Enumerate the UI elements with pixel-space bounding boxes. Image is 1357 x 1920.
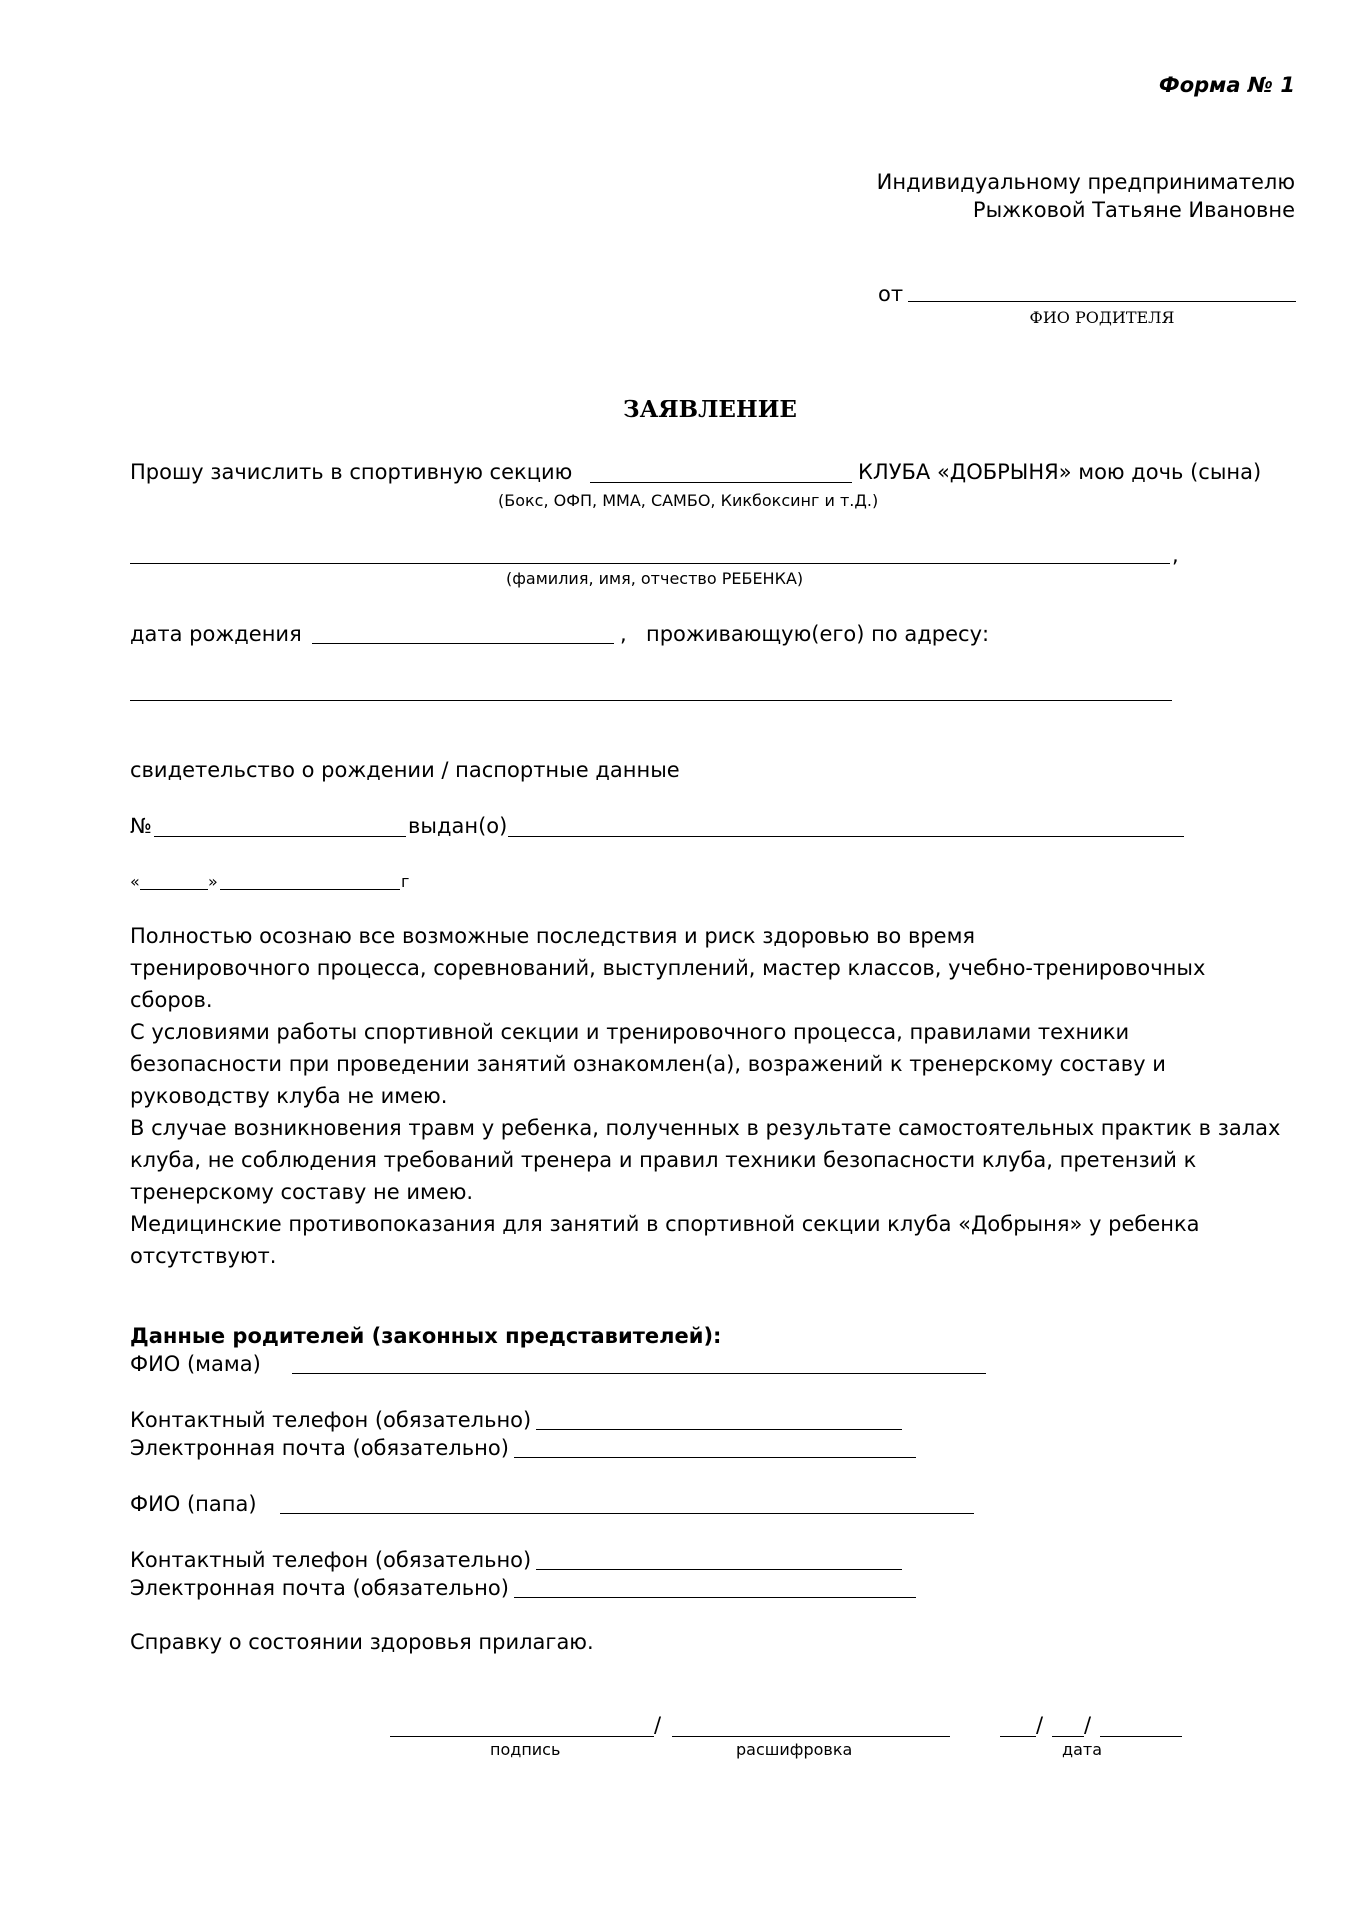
- addressee-line-1: Индивидуальному предпринимателю: [876, 170, 1295, 194]
- section-field[interactable]: [590, 482, 852, 483]
- section-hint: (Бокс, ОФП, ММА, САМБО, Кикбоксинг и т.Д.): [498, 491, 879, 510]
- consent-line: отсутствуют.: [130, 1244, 277, 1268]
- birth-date-field[interactable]: [312, 643, 614, 644]
- form-number: Форма № 1: [1158, 73, 1295, 97]
- father-email-label: Электронная почта (обязательно): [130, 1576, 509, 1600]
- document-label: свидетельство о рождении / паспортные данные: [130, 758, 680, 782]
- mother-phone-label: Контактный телефон (обязательно): [130, 1408, 532, 1432]
- issue-date-open-quote: «: [130, 872, 140, 891]
- mother-name-label: ФИО (мама): [130, 1352, 261, 1376]
- consent-line: тренировочного процесса, соревнований, выступлений, мастер классов, учебно-тренировочных: [130, 956, 1206, 980]
- child-name-caption: (фамилия, имя, отчество РЕБЕНКА): [506, 569, 804, 588]
- addressee-line-2: Рыжковой Татьяне Ивановне: [972, 198, 1295, 222]
- issue-day-field[interactable]: [140, 889, 208, 890]
- mother-email-field[interactable]: [514, 1457, 916, 1458]
- signature-decoding-field[interactable]: [672, 1736, 950, 1737]
- birth-date-label: дата рождения: [130, 622, 302, 646]
- consent-line: С условиями работы спортивной секции и тренировочного процесса, правилами техники: [130, 1020, 1130, 1044]
- date-caption: дата: [1062, 1740, 1102, 1759]
- parents-heading: Данные родителей (законных представителей):: [130, 1324, 722, 1348]
- issued-by-field[interactable]: [508, 836, 1184, 837]
- child-name-comma: ,: [1172, 543, 1179, 567]
- issued-label: выдан(о): [408, 814, 508, 838]
- father-name-field[interactable]: [280, 1513, 974, 1514]
- document-number-prefix: №: [130, 814, 152, 838]
- address-label: проживающую(его) по адресу:: [646, 622, 990, 646]
- consent-line: тренерскому составу не имею.: [130, 1180, 474, 1204]
- child-name-field[interactable]: [130, 563, 1170, 564]
- decoding-caption: расшифровка: [736, 1740, 853, 1759]
- issue-year-suffix: г: [401, 872, 410, 891]
- mother-name-field[interactable]: [292, 1373, 986, 1374]
- father-name-label: ФИО (папа): [130, 1492, 257, 1516]
- mother-phone-field[interactable]: [536, 1429, 902, 1430]
- document-title: ЗАЯВЛЕНИЕ: [623, 396, 797, 423]
- parent-name-field[interactable]: [908, 301, 1296, 302]
- request-lead: Прошу зачислить в спортивную секцию: [130, 460, 573, 484]
- issue-date-close-quote: »: [208, 872, 218, 891]
- document-number-field[interactable]: [154, 836, 406, 837]
- from-prefix: от: [878, 282, 904, 306]
- birth-date-comma: ,: [620, 622, 627, 646]
- father-phone-field[interactable]: [536, 1569, 902, 1570]
- consent-line: Полностью осознаю все возможные последствия и риск здоровью во время: [130, 924, 976, 948]
- signature-field[interactable]: [390, 1736, 654, 1737]
- consent-text: [130, 920, 1310, 1272]
- address-field[interactable]: [130, 700, 1172, 701]
- mother-email-label: Электронная почта (обязательно): [130, 1436, 509, 1460]
- father-email-field[interactable]: [514, 1597, 916, 1598]
- sign-date-day-field[interactable]: [1000, 1736, 1036, 1737]
- consent-line: Медицинские противопоказания для занятий в спортивной секции клуба «Добрыня» у ребенка: [130, 1212, 1200, 1236]
- consent-line: руководству клуба не имею.: [130, 1084, 448, 1108]
- sign-date-month-field[interactable]: [1052, 1736, 1084, 1737]
- parent-name-caption: ФИО РОДИТЕЛЯ: [1029, 308, 1175, 327]
- consent-line: сборов.: [130, 988, 213, 1012]
- signature-slash: /: [654, 1713, 662, 1737]
- father-phone-label: Контактный телефон (обязательно): [130, 1548, 532, 1572]
- consent-line: безопасности при проведении занятий ознакомлен(а), возражений к тренерскому составу и: [130, 1052, 1166, 1076]
- attachment-note: Справку о состоянии здоровья прилагаю.: [130, 1630, 594, 1654]
- sign-date-slash-2: /: [1084, 1713, 1092, 1737]
- signature-caption: подпись: [490, 1740, 561, 1759]
- consent-line: В случае возникновения травм у ребенка, полученных в результате самостоятельных практик в залах: [130, 1116, 1281, 1140]
- sign-date-slash-1: /: [1036, 1713, 1044, 1737]
- request-tail: КЛУБА «ДОБРЫНЯ» мою дочь (сына): [858, 460, 1262, 484]
- issue-month-field[interactable]: [220, 889, 400, 890]
- consent-line: клуба, не соблюдения требований тренера и правил техники безопасности клуба, претензий к: [130, 1148, 1197, 1172]
- sign-date-year-field[interactable]: [1100, 1736, 1182, 1737]
